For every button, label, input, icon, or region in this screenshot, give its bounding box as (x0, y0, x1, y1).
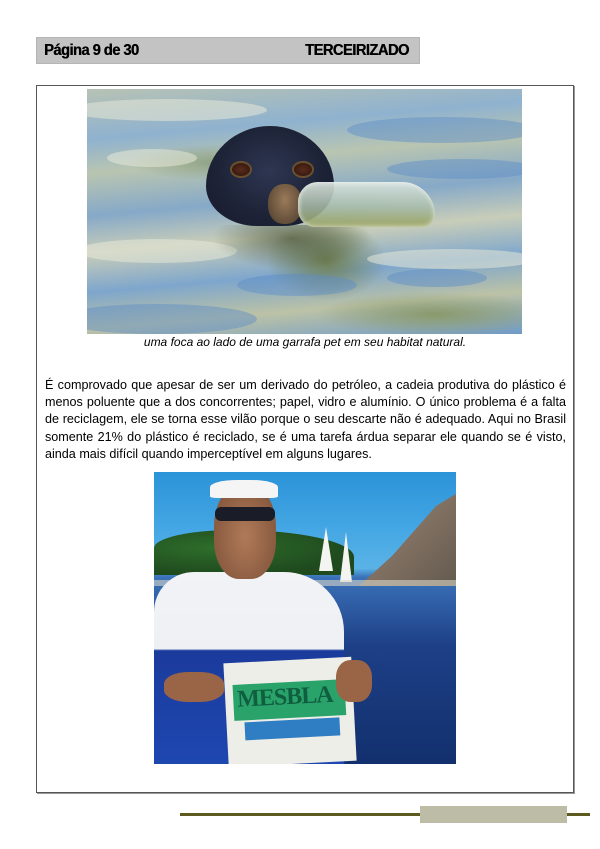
bag-logo-text: MESBLA (236, 681, 334, 713)
sunglasses (215, 507, 275, 521)
plastic-bottle (298, 182, 435, 227)
mountain-background (359, 486, 456, 586)
figure-caption: uma foca ao lado de uma garrafa pet em seu habitat natural. (143, 335, 467, 349)
man-with-bag-photo (154, 472, 456, 764)
visor-cap (210, 480, 278, 498)
body-paragraph: É comprovado que apesar de ser um derivado do petróleo, a cadeia produtiva do plástico é menos poluente que a dos concorrentes; papel, vidro e alumínio. O único problema é a falta de reciclagem, ele se torna esse vilão porque o seu descarte não é adequado. Aqui no Brasil somente 21% do plástico é reciclado, se é uma tarefa árdua separar ele quando se é visto, ainda mais difícil quando imperceptível em alguns lugares. (45, 378, 566, 461)
footer-accent-box (420, 806, 567, 823)
section-title: TERCEIRIZADO (305, 41, 409, 59)
left-hand (164, 672, 224, 702)
person-head (214, 484, 276, 579)
right-hand (336, 660, 372, 702)
page-number-label: Página 9 de 30 (44, 41, 139, 59)
seal-photo (87, 89, 522, 334)
seal-reflection (212, 225, 372, 270)
page-header-bar (36, 37, 420, 64)
